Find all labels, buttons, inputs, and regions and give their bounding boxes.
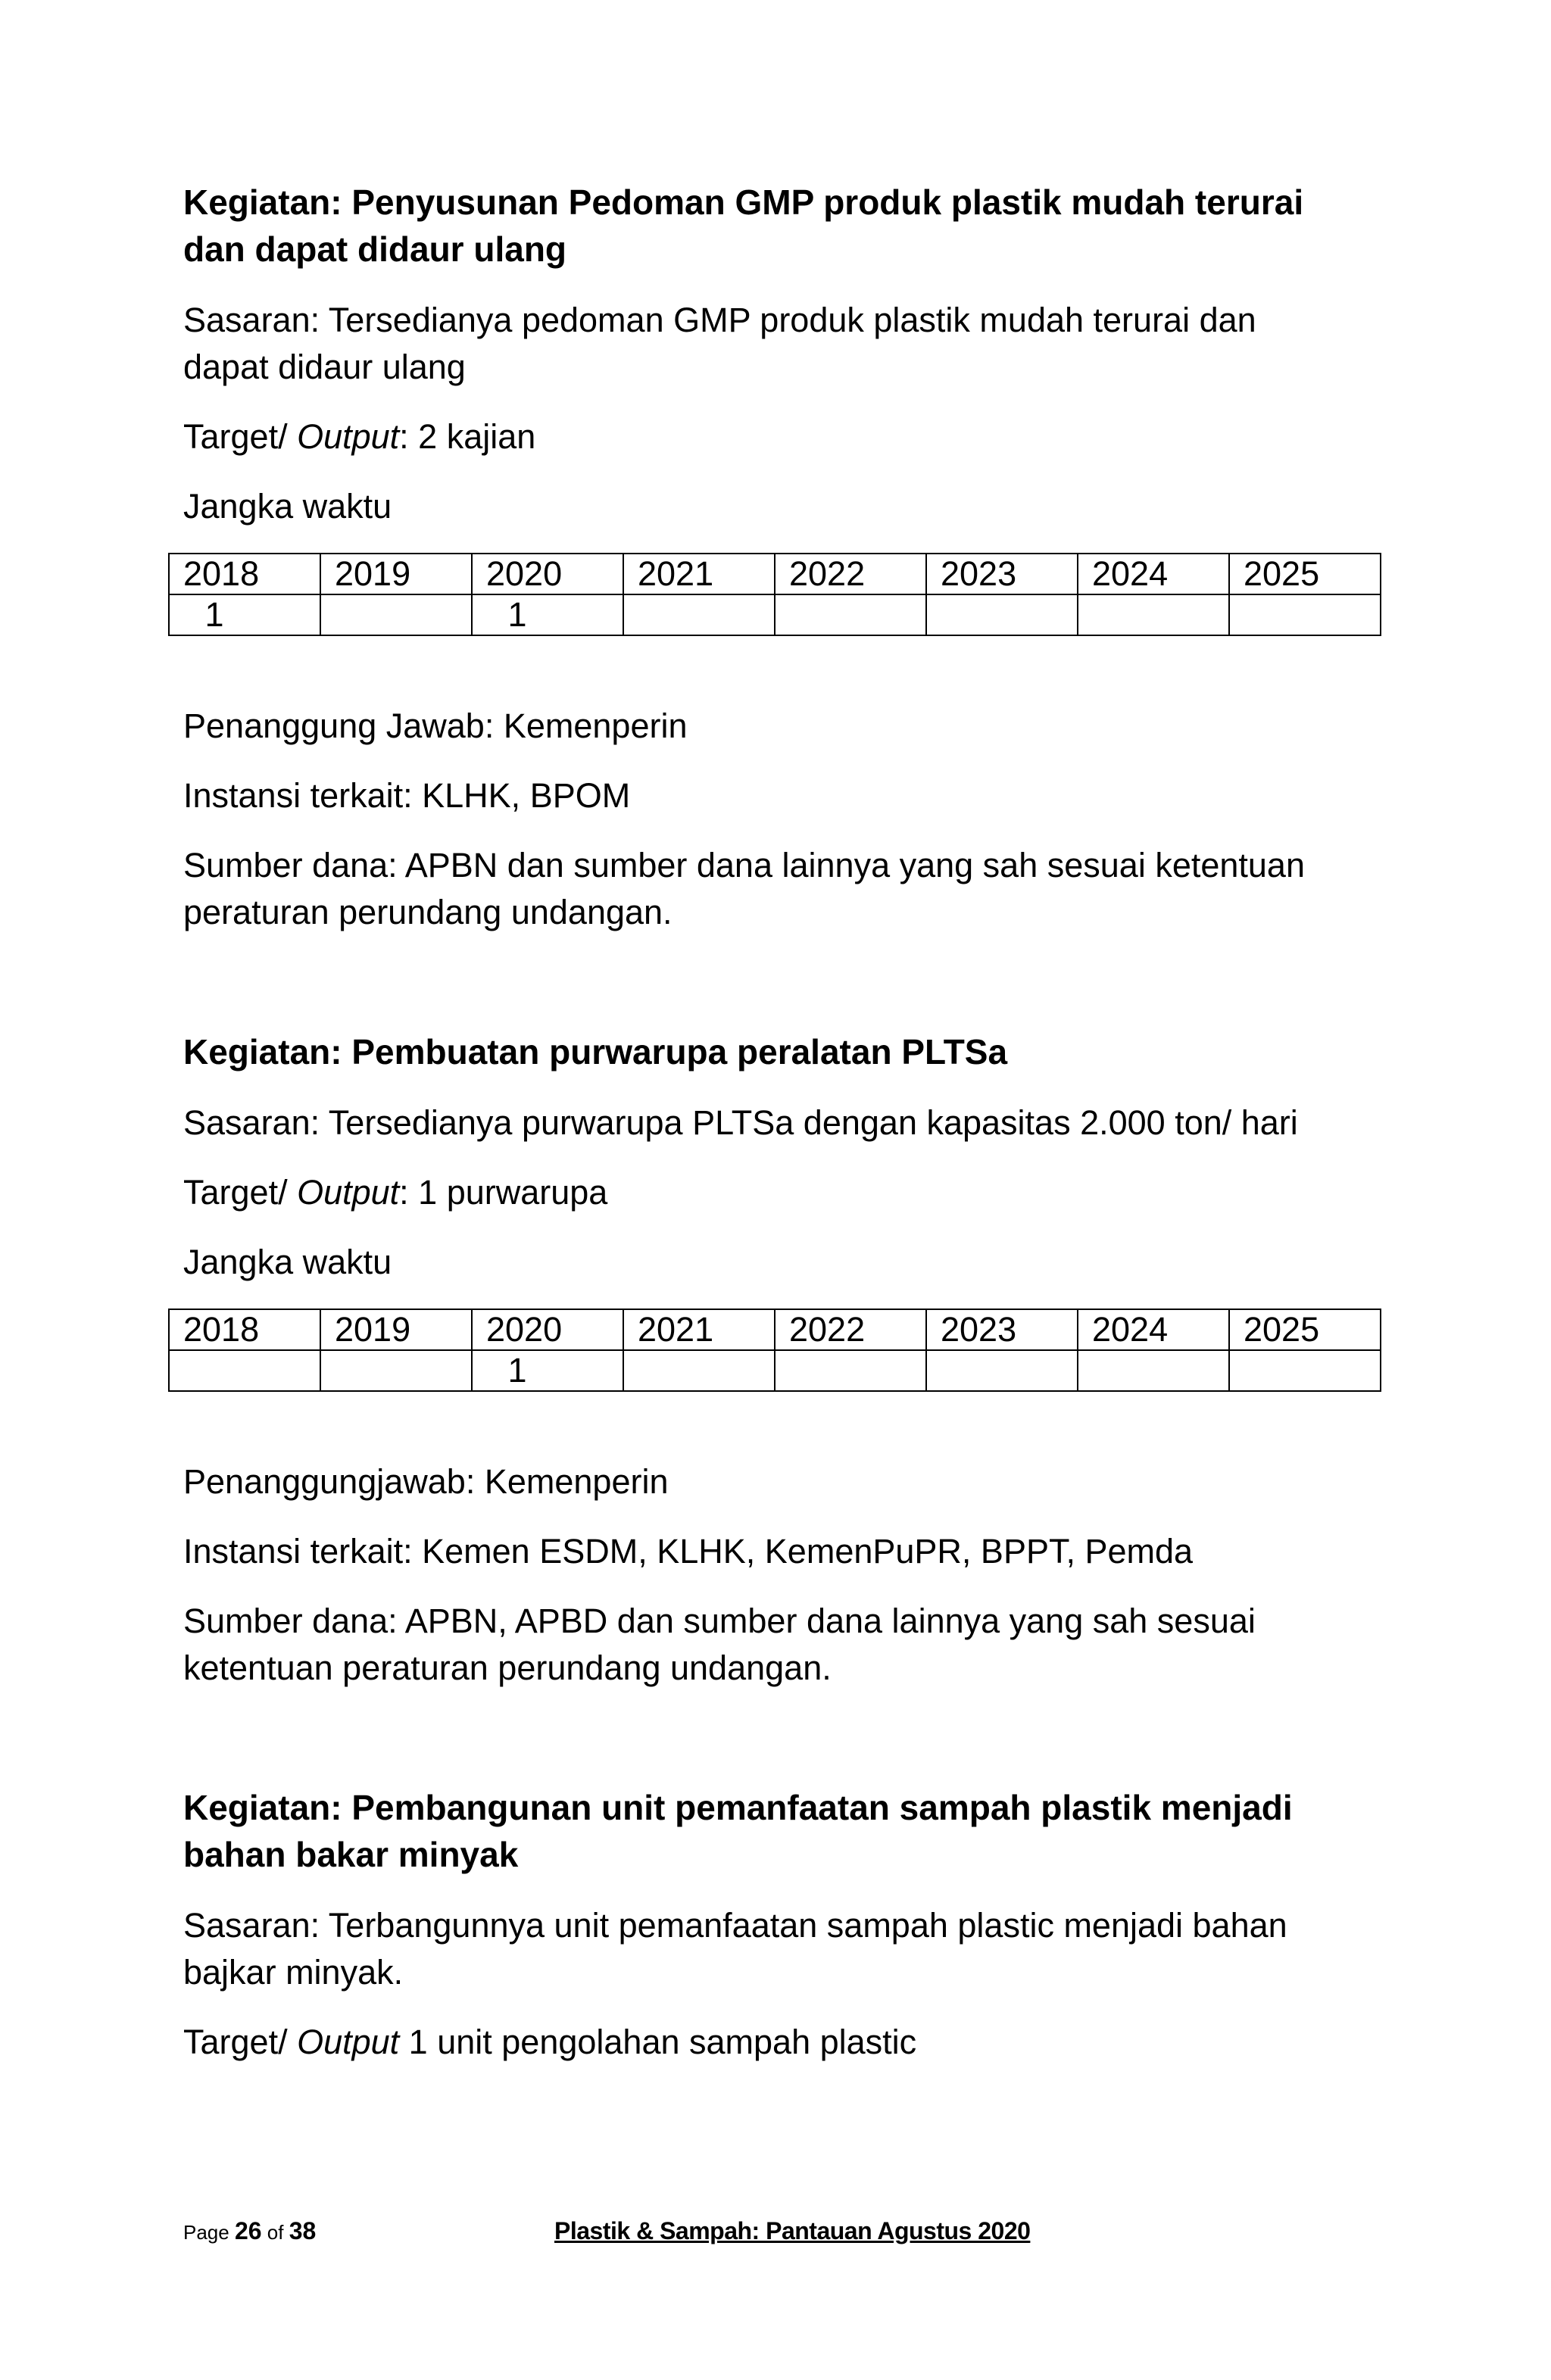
year-cell: 2018: [169, 1309, 320, 1350]
value-cell: 1: [169, 594, 320, 635]
year-cell: 2021: [623, 1309, 775, 1350]
sasaran-line: bajkar minyak.: [183, 1953, 404, 1992]
target-prefix: Target/: [183, 2023, 298, 2061]
activity-section-1: [183, 179, 1380, 936]
page-number: [183, 2217, 316, 2245]
year-cell: 2023: [926, 1309, 1078, 1350]
year-cell: 2019: [320, 554, 472, 594]
section-gap: [183, 959, 1380, 1028]
heading-line: Kegiatan: Pembuatan purwarupa peralatan PLTSa: [183, 1032, 1008, 1071]
of-word: of: [261, 2221, 289, 2244]
value-cell: [1078, 1350, 1229, 1391]
year-cell: 2023: [926, 554, 1078, 594]
value-cell: 1: [472, 594, 623, 635]
sumber-dana-text: [183, 842, 1380, 936]
target-italic: Output: [297, 2023, 400, 2061]
sasaran-text: [183, 297, 1380, 391]
sasaran-line: Sasaran: Tersedianya pedoman GMP produk plastik mudah terurai dan: [183, 301, 1256, 339]
activity-heading: [183, 179, 1380, 273]
value-cell: [623, 594, 775, 635]
sasaran-text: [183, 1902, 1380, 1996]
target-text: [183, 1169, 1380, 1216]
jangka-waktu-label: Jangka waktu: [183, 487, 392, 526]
sumber-line: Sumber dana: APBN dan sumber dana lainnya yang sah sesuai ketentuan: [183, 846, 1305, 884]
timeline-table: [168, 1309, 1381, 1392]
timeline-table: [168, 553, 1381, 636]
year-cell: 2022: [775, 554, 926, 594]
activity-heading: [183, 1784, 1380, 1878]
value-cell: [926, 594, 1078, 635]
year-cell: 2024: [1078, 554, 1229, 594]
page-content: [183, 179, 1380, 2088]
value-cell: [169, 1350, 320, 1391]
target-prefix: Target/: [183, 417, 298, 456]
section-gap: [183, 1714, 1380, 1784]
year-cell: 2025: [1229, 554, 1381, 594]
target-text: [183, 413, 1380, 460]
heading-line: dan dapat didaur ulang: [183, 229, 567, 269]
value-cell: [775, 594, 926, 635]
year-cell: 2022: [775, 1309, 926, 1350]
activity-section-3: [183, 1784, 1380, 2066]
value-cell: [1078, 594, 1229, 635]
value-cell: [623, 1350, 775, 1391]
heading-line: bahan bakar minyak: [183, 1835, 519, 1874]
value-row: [169, 594, 1381, 635]
year-row: [169, 1309, 1381, 1350]
sasaran-text: Sasaran: Tersedianya purwarupa PLTSa dengan kapasitas 2.000 ton/ hari: [183, 1103, 1298, 1142]
value-cell: [775, 1350, 926, 1391]
penanggung-jawab-text: Penanggungjawab: Kemenperin: [183, 1462, 669, 1501]
page-total: 38: [289, 2217, 317, 2244]
value-row: [169, 1350, 1381, 1391]
year-cell: 2019: [320, 1309, 472, 1350]
sasaran-line: dapat didaur ulang: [183, 348, 466, 386]
sumber-line: peraturan perundang undangan.: [183, 893, 673, 931]
penanggung-jawab-text: Penanggung Jawab: Kemenperin: [183, 707, 688, 745]
heading-line: Kegiatan: Penyusunan Pedoman GMP produk plastik mudah terurai: [183, 182, 1304, 222]
target-suffix: : 2 kajian: [399, 417, 536, 456]
target-prefix: Target/: [183, 1173, 298, 1212]
instansi-terkait-text: Instansi terkait: Kemen ESDM, KLHK, KemenPuPR, BPPT, Pemda: [183, 1532, 1194, 1571]
value-cell: 1: [472, 1350, 623, 1391]
activity-heading: [183, 1028, 1380, 1075]
jangka-waktu-label: Jangka waktu: [183, 1243, 392, 1281]
footer-title: Plastik & Sampah: Pantauan Agustus 2020: [554, 2217, 1031, 2244]
value-cell: [926, 1350, 1078, 1391]
sumber-line: Sumber dana: APBN, APBD dan sumber dana lainnya yang sah sesuai: [183, 1602, 1256, 1640]
target-italic: Output: [297, 417, 400, 456]
year-cell: 2020: [472, 1309, 623, 1350]
value-cell: [320, 1350, 472, 1391]
page-footer: [183, 2211, 1395, 2249]
value-cell: [320, 594, 472, 635]
activity-section-2: [183, 1028, 1380, 1692]
year-cell: 2025: [1229, 1309, 1381, 1350]
value-cell: [1229, 1350, 1381, 1391]
target-text: [183, 2019, 1380, 2066]
sasaran-line: Sasaran: Terbangunnya unit pemanfaatan sampah plastic menjadi bahan: [183, 1906, 1287, 1945]
year-cell: 2021: [623, 554, 775, 594]
year-cell: 2018: [169, 554, 320, 594]
instansi-terkait-text: Instansi terkait: KLHK, BPOM: [183, 776, 631, 815]
target-italic: Output: [297, 1173, 400, 1212]
year-row: [169, 554, 1381, 594]
target-suffix: 1 unit pengolahan sampah plastic: [399, 2023, 917, 2061]
year-cell: 2024: [1078, 1309, 1229, 1350]
heading-line: Kegiatan: Pembangunan unit pemanfaatan sampah plastik menjadi: [183, 1788, 1293, 1827]
value-cell: [1229, 594, 1381, 635]
sumber-line: ketentuan peraturan perundang undangan.: [183, 1649, 832, 1687]
page-current: 26: [234, 2217, 262, 2244]
sumber-dana-text: [183, 1598, 1380, 1692]
page-word: Page: [183, 2221, 235, 2244]
target-suffix: : 1 purwarupa: [399, 1173, 608, 1212]
year-cell: 2020: [472, 554, 623, 594]
